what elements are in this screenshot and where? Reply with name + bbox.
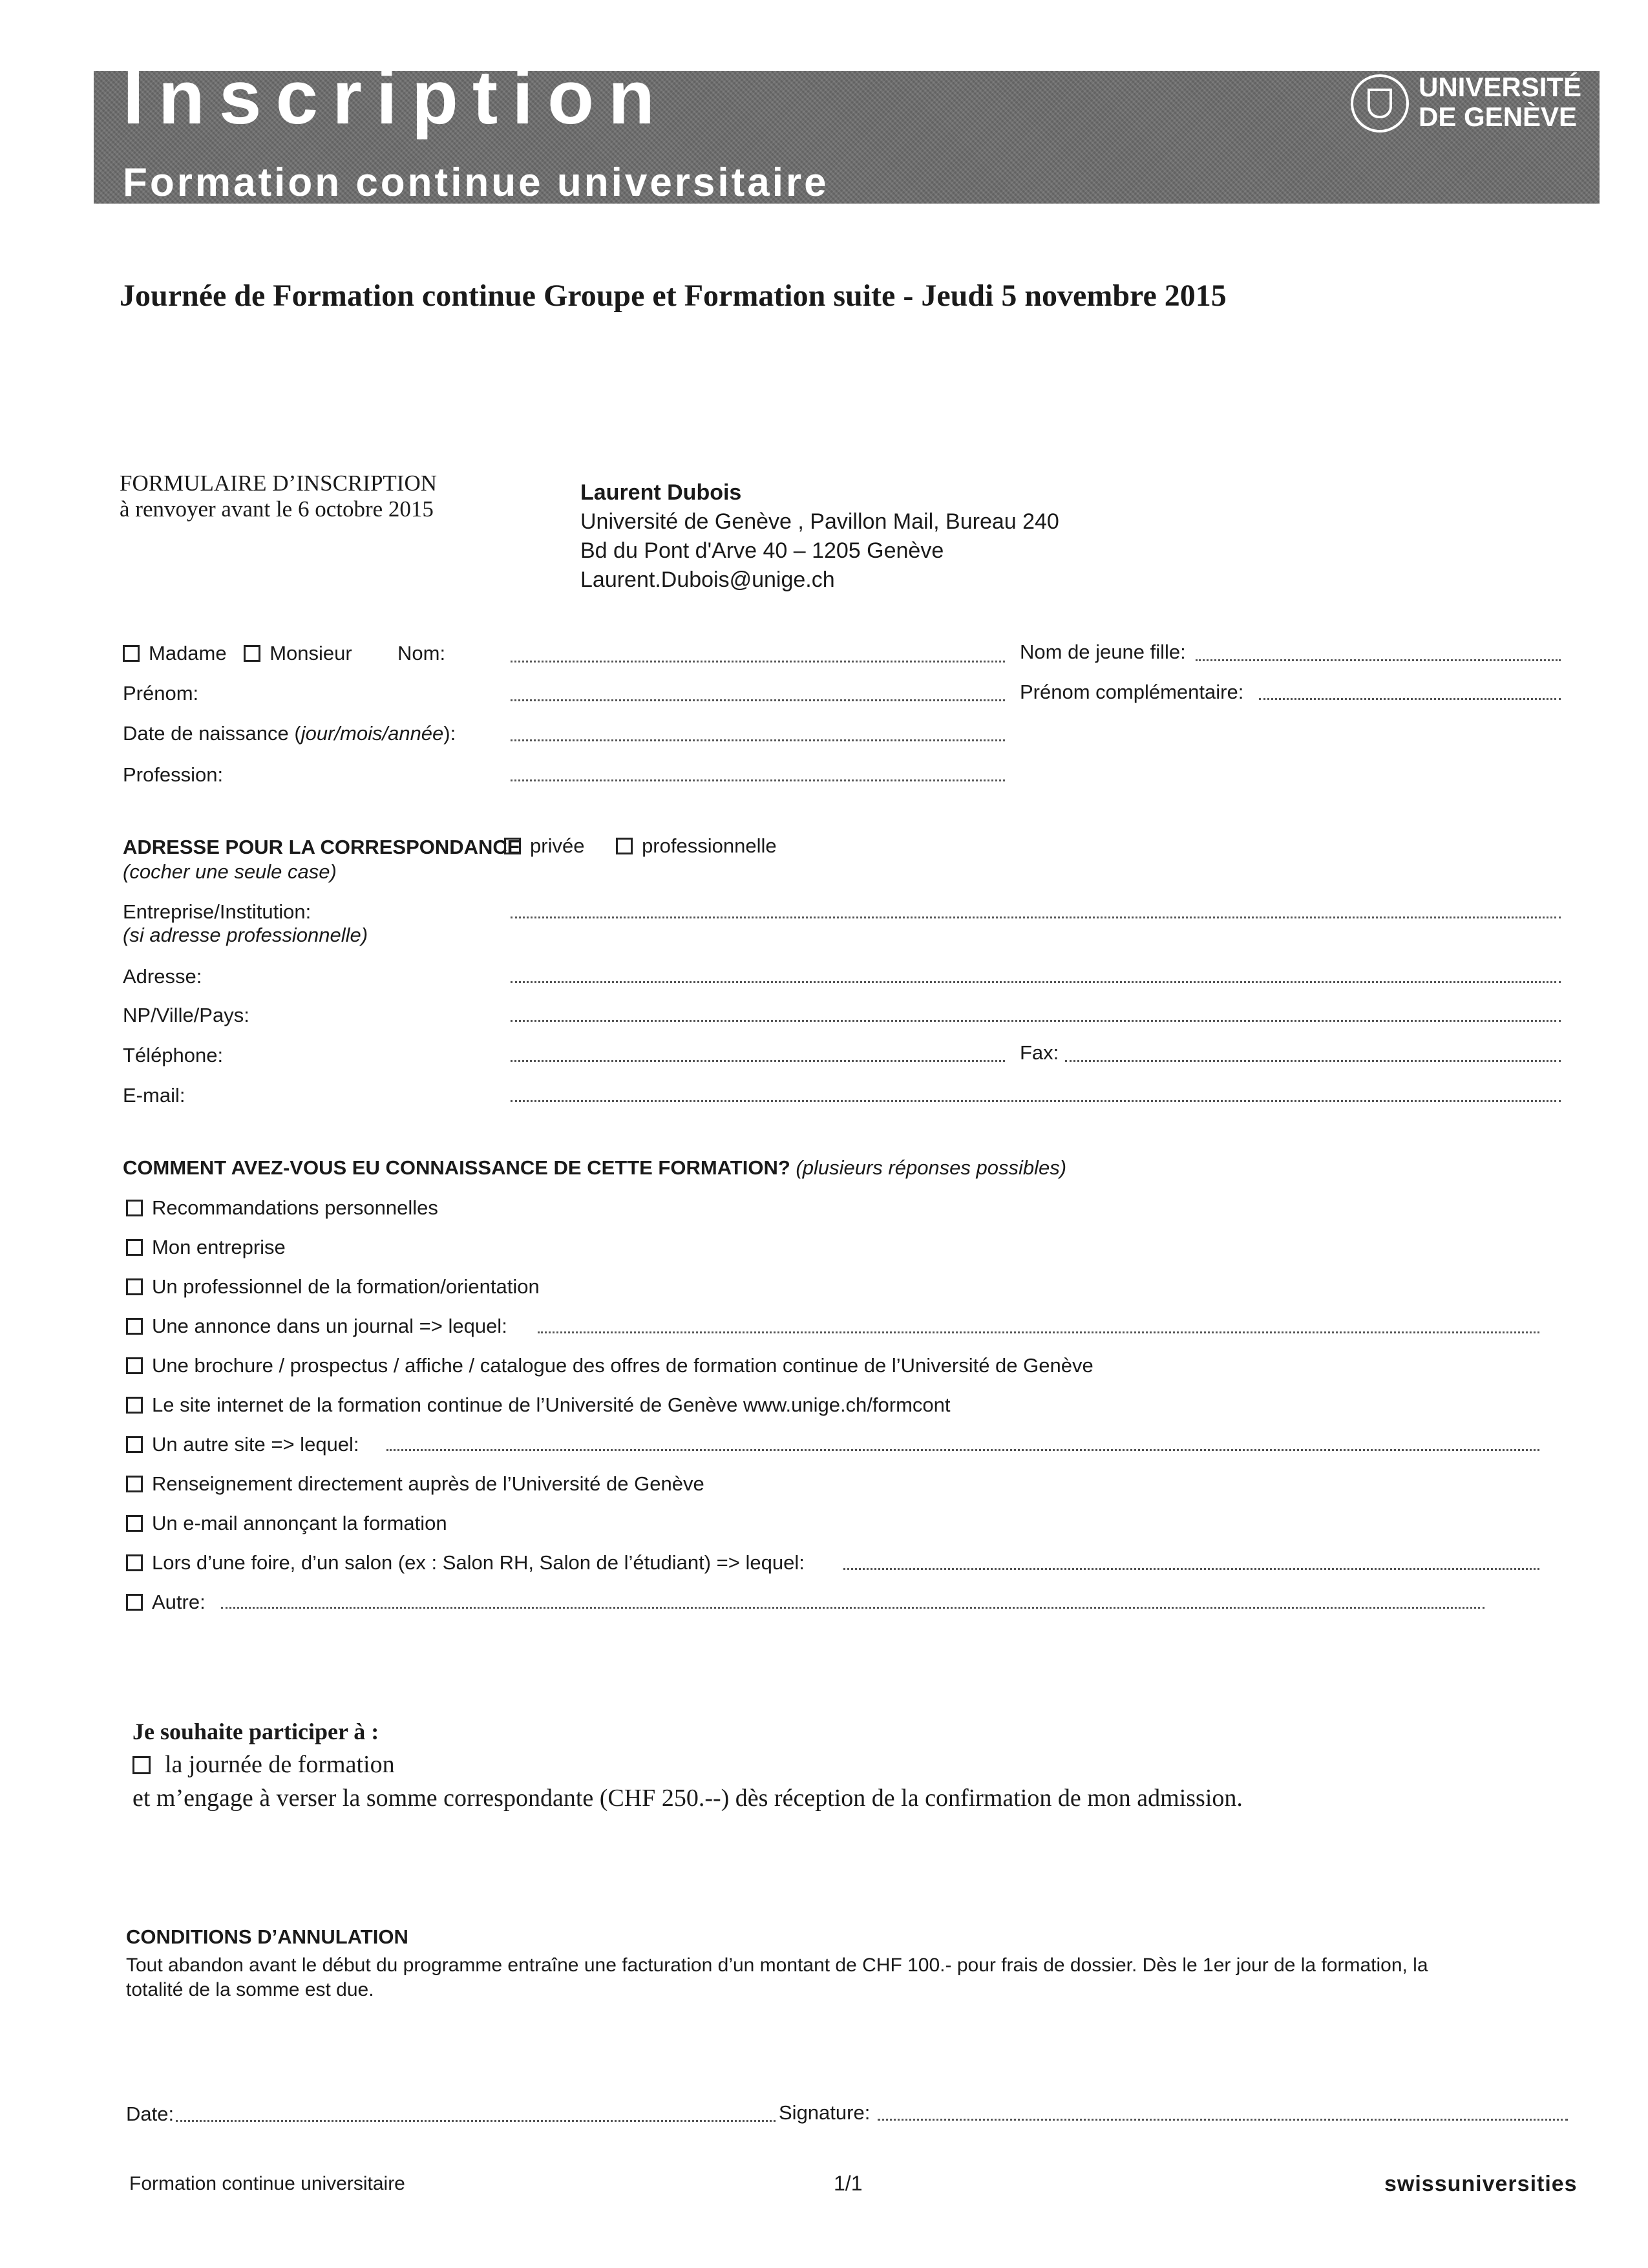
source-option-label: Un e-mail annonçant la formation [152,1512,447,1534]
swissuniversities-logo: swissuniversities [1384,2172,1578,2196]
source-section-header [123,1156,1066,1180]
participation-commitment: et m’engage à verser la somme correspondante (CHF 250.--) dès réception de la confirmation de mon admission. [132,1785,1243,1812]
source-option-label: Renseignement directement auprès de l’Université de Genève [152,1472,704,1495]
page-number: 1/1 [834,2172,863,2195]
university-name-line2: DE GENÈVE [1419,101,1578,132]
entreprise-hint: (si adresse professionnelle) [123,924,368,946]
contact-block [580,478,1059,595]
date-naissance-close: ): [443,722,456,745]
footer-left: Formation continue universitaire [129,2173,405,2194]
professionnelle-checkbox[interactable] [616,838,633,854]
contact-address-line1: Université de Genève , Pavillon Mail, Bureau 240 [580,509,1059,534]
entreprise-field[interactable] [511,917,1561,918]
source-section-hint: (plusieurs réponses possibles) [796,1156,1067,1179]
source-checkbox[interactable] [126,1436,143,1453]
participation-title: Je souhaite participer à : [132,1719,379,1744]
fax-label: Fax: [1020,1041,1059,1064]
privee-checkbox[interactable] [504,838,521,854]
event-title: Journée de Formation continue Groupe et Formation suite - Jeudi 5 novembre 2015 [120,279,1227,313]
date-naissance-label [123,721,456,746]
form-header [120,471,437,522]
source-option-label: Le site internet de la formation continue de l’Université de Genève www.unige.ch/formcont [152,1394,951,1416]
entreprise-label: Entreprise/Institution: [123,900,312,923]
source-option-label: Recommandations personnelles [152,1196,438,1219]
participation-option [132,1750,395,1779]
source-option-label: Un professionnel de la formation/orientation [152,1275,540,1298]
cancellation-title: CONDITIONS D’ANNULATION [126,1925,408,1948]
source-option-label: Une brochure / prospectus / affiche / catalogue des offres de formation continue de l’Université de Genève [152,1354,1093,1377]
date-signature-field[interactable] [176,2120,776,2122]
banner-subtitle: Formation continue universitaire [123,160,829,205]
source-option-label: Autre: [152,1591,206,1613]
journal-field[interactable] [538,1331,1539,1333]
university-seal-icon [1351,74,1409,132]
prenom-field[interactable] [511,699,1005,701]
source-option-label: Un autre site => lequel: [152,1433,359,1456]
nom-jeune-fille-field[interactable] [1196,659,1561,661]
source-option [126,1511,447,1536]
adresse-field[interactable] [511,981,1561,983]
source-checkbox[interactable] [126,1318,143,1335]
telephone-label: Téléphone: [123,1044,224,1066]
source-option [126,1590,206,1615]
university-name [1419,72,1581,132]
telephone-field[interactable] [511,1060,1005,1062]
nom-jeune-fille-label: Nom de jeune fille: [1020,641,1186,663]
monsieur-label: Monsieur [269,642,352,664]
nom-label: Nom: [397,642,446,664]
autre-site-field[interactable] [386,1449,1539,1451]
source-checkbox[interactable] [126,1476,143,1492]
source-option [126,1551,805,1575]
title-choice [123,641,352,666]
date-format-hint: jour/mois/année [301,722,444,745]
prenom-complementaire-field[interactable] [1259,698,1561,700]
source-option-label: Mon entreprise [152,1236,286,1258]
source-checkbox[interactable] [126,1200,143,1216]
npa-label: NP/Ville/Pays: [123,1004,249,1026]
professionnelle-label: professionnelle [642,834,777,857]
prenom-label: Prénom: [123,682,199,705]
source-option [126,1196,438,1220]
source-section-title: COMMENT AVEZ-VOUS EU CONNAISSANCE DE CETTE FORMATION? [123,1156,790,1179]
signature-label: Signature: [779,2101,871,2124]
form-title: FORMULAIRE D’INSCRIPTION [120,471,437,496]
source-option [126,1353,1093,1378]
contact-address-line2: Bd du Pont d'Arve 40 – 1205 Genève [580,538,944,563]
source-checkbox[interactable] [126,1357,143,1374]
source-option [126,1314,507,1339]
adresse-label: Adresse: [123,965,202,988]
form-deadline: à renvoyer avant le 6 octobre 2015 [120,496,434,522]
source-option [126,1235,286,1260]
source-option [126,1432,359,1457]
source-checkbox[interactable] [126,1239,143,1256]
source-option [126,1275,540,1299]
cancellation-text-line1: Tout abandon avant le début du programme entraîne une facturation d’un montant de CHF 100.- pour frais de dossier. Dès le 1er jour de la formation, la [126,1955,1428,1976]
contact-email: Laurent.Dubois@unige.ch [580,567,835,592]
university-name-line1: UNIVERSITÉ [1419,72,1582,102]
contact-name: Laurent Dubois [580,480,742,505]
source-option [126,1472,704,1496]
banner-title: Inscription [123,55,670,140]
prenom-complementaire-label: Prénom complémentaire: [1020,681,1244,703]
salon-field[interactable] [843,1568,1539,1570]
source-checkbox[interactable] [126,1515,143,1532]
source-option-label: Lors d’une foire, d’un salon (ex : Salon RH, Salon de l’étudiant) => lequel: [152,1551,805,1574]
profession-field[interactable] [511,779,1005,781]
address-type-choice [504,834,777,858]
monsieur-checkbox[interactable] [244,645,260,662]
nom-field[interactable] [511,661,1005,662]
source-checkbox[interactable] [126,1397,143,1414]
cancellation-text [126,1953,1428,2002]
autre-field[interactable] [221,1607,1484,1609]
journee-label: la journée de formation [165,1751,395,1778]
source-checkbox[interactable] [126,1278,143,1295]
date-naissance-text: Date de naissance ( [123,722,301,745]
date-naissance-field[interactable] [511,739,1005,741]
date-signature-label: Date: [126,2103,174,2125]
privee-label: privée [530,834,585,857]
profession-label: Profession: [123,763,224,786]
madame-label: Madame [149,642,227,664]
source-checkbox[interactable] [126,1594,143,1611]
address-section-title: ADRESSE POUR LA CORRESPONDANCE [123,836,521,858]
email-label: E-mail: [123,1084,185,1107]
fax-field[interactable] [1065,1060,1561,1062]
email-field[interactable] [511,1100,1561,1102]
cancellation-text-line2: totalité de la somme est due. [126,1979,374,2000]
source-option [126,1393,951,1417]
journee-checkbox[interactable] [132,1756,151,1774]
address-section-hint: (cocher une seule case) [123,860,337,883]
npa-field[interactable] [511,1020,1561,1022]
signature-field[interactable] [878,2119,1568,2121]
madame-checkbox[interactable] [123,645,140,662]
source-checkbox[interactable] [126,1554,143,1571]
source-option-label: Une annonce dans un journal => lequel: [152,1315,507,1337]
